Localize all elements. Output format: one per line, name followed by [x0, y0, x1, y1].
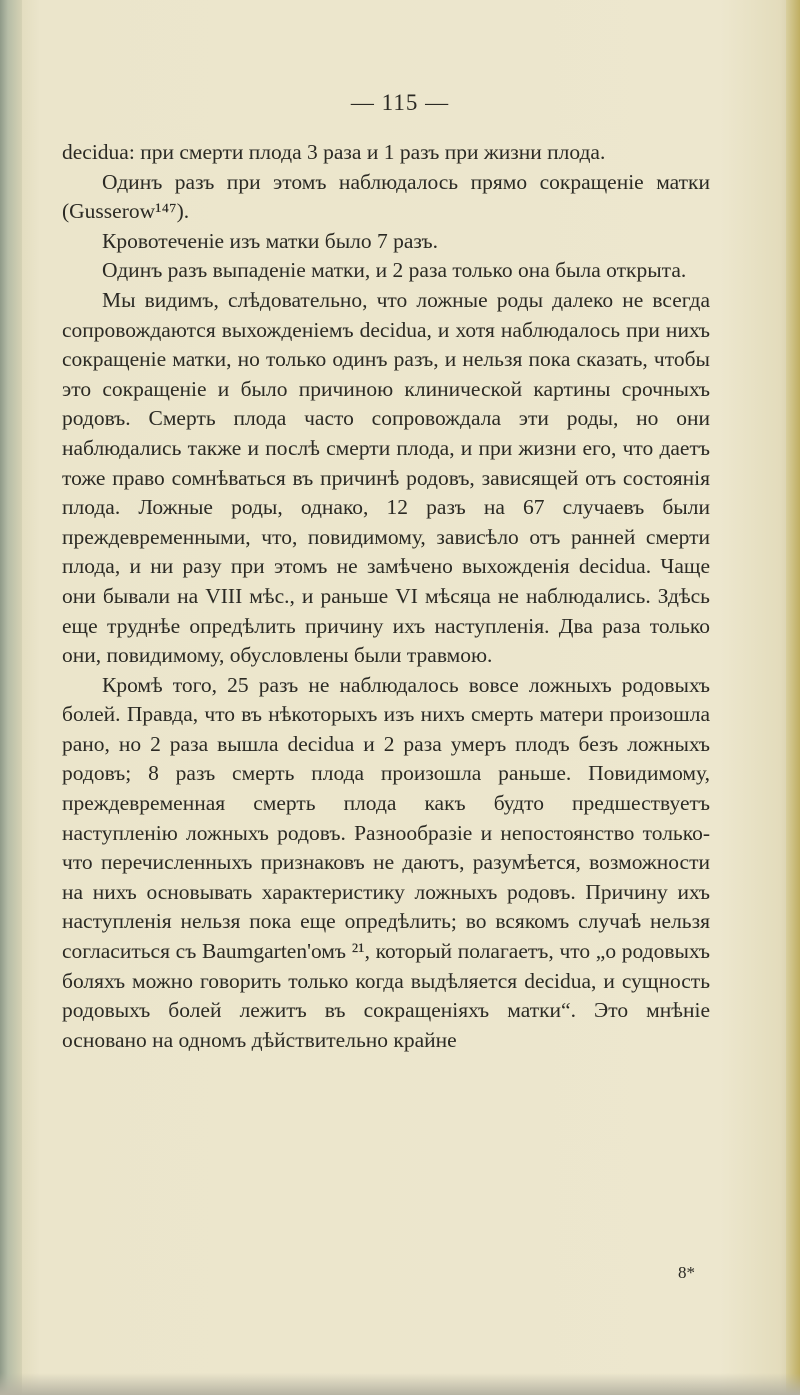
- paragraph-2: Одинъ разъ при этомъ наблюдалось прямо сокращеніе матки (Gussеrow¹⁴⁷).: [62, 169, 710, 224]
- paragraph-4: Одинъ разъ выпаденіе матки, и 2 раза только она была открыта.: [102, 258, 687, 283]
- body-text: [62, 138, 710, 1055]
- paragraph-5: Мы видимъ, слѣдовательно, что ложные роды далеко не всегда сопровождаются выхожденіемъ decidua, и хотя наблюдалось при нихъ сокращеніе матки, но только одинъ разъ, и нельзя пока сказать, чтобы это сокращеніе и было причиною клинической картины срочныхъ родовъ. Смерть плода часто сопровождала эти роды, но они наблюдались также и послѣ смерти плода, и при жизни его, что даетъ тоже право сомнѣваться въ причинѣ родовъ, зависящей отъ состоянія плода. Ложные роды, однако, 12 разъ на 67 случаевъ были преждевременными, что, повидимому, зависѣло отъ ранней смерти плода, и ни разу при этомъ не замѣчено выхожденія decidua. Чаще они бывали на VIII мѣс., и раньше VI мѣсяца не наблюдались. Здѣсь еще труднѣе опредѣлить причину ихъ наступленія. Два раза только они, повидимому, обусловлены были травмою.: [62, 287, 710, 668]
- page-bottom-shadow: [0, 1373, 800, 1395]
- page-number-header: — 115 —: [350, 90, 450, 115]
- paragraph-6: Кромѣ того, 25 разъ не наблюдалось вовсе ложныхъ родовыхъ болей. Правда, что въ нѣкоторыхъ изъ нихъ смерть матери произошла рано, но 2 раза вышла decidua и 2 раза умеръ плодъ безъ ложныхъ родовъ; 8 разъ смерть плода произошла раньше. Повидимому, преждевременная смерть плода какъ будто предшествуетъ наступленію ложныхъ родовъ. Разнообразіе и непостоянство только-что перечисленныхъ признаковъ не даютъ, разумѣется, возможности на нихъ основывать характеристику ложныхъ родовъ. Причину ихъ наступленія нельзя пока еще опредѣлить; во всякомъ случаѣ нельзя согласиться съ Baumgarten'омъ ²¹, который полагаетъ, что „о родовыхъ боляхъ можно говорить только когда выдѣляется decidua, и сущность родовыхъ болей лежитъ въ сокращеніяхъ матки“. Это мнѣніе основано на одномъ дѣйствительно крайне: [62, 672, 710, 1052]
- paragraph-1: decidua: при смерти плода 3 раза и 1 разъ при жизни плода.: [62, 140, 606, 164]
- page-edge-tint: [786, 0, 800, 1395]
- printer-signature-mark: 8*: [678, 1263, 695, 1282]
- paragraph-3: Кровотеченіе изъ матки было 7 разъ.: [102, 228, 439, 253]
- page-spine-shadow: [0, 0, 22, 1395]
